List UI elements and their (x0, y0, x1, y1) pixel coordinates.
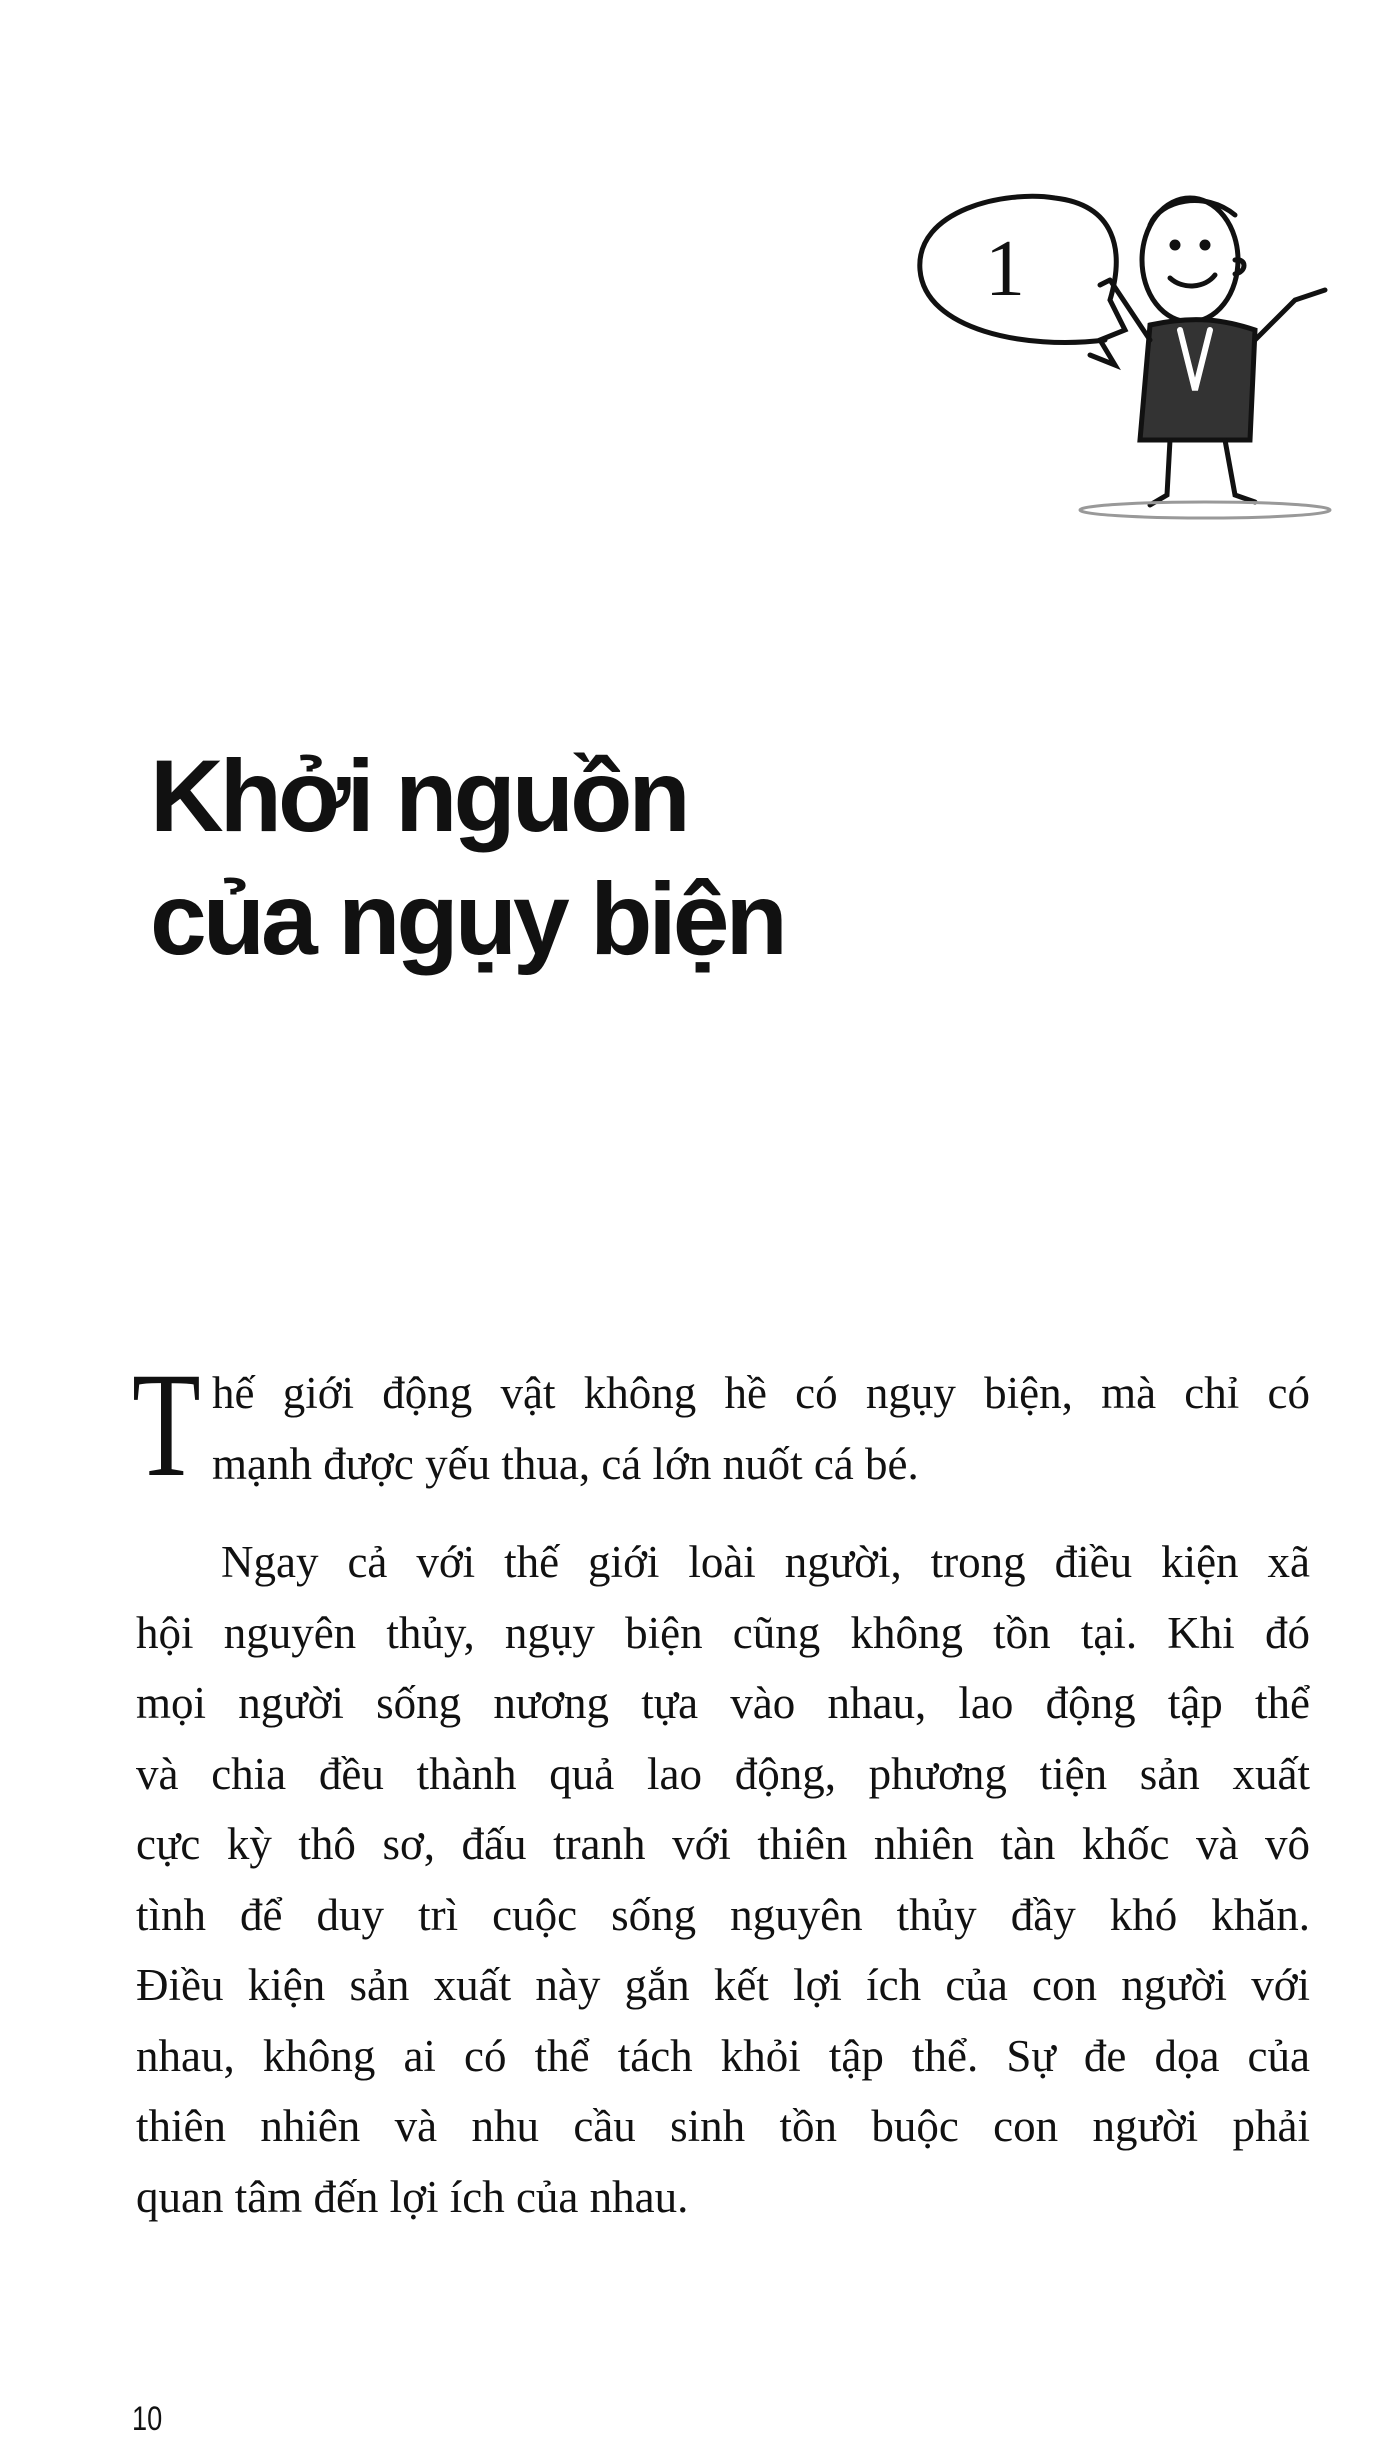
text-line: hội nguyên thủy, ngụy biện cũng không tồn tại. Khi đó (136, 1607, 1310, 1658)
cartoon-character-illustration (905, 190, 1335, 630)
drop-cap: T (132, 1342, 201, 1508)
page-number: 10 (132, 2400, 163, 2438)
text-line: và chia đều thành quả lao động, phương tiện sản xuất (136, 1748, 1310, 1799)
text-line: mạnh được yếu thua, cá lớn nuốt cá bé. (212, 1438, 919, 1489)
text-line: cực kỳ thô sơ, đấu tranh với thiên nhiên tàn khốc và vô (136, 1819, 1310, 1869)
text-line: quan tâm đến lợi ích của nhau. (136, 2171, 689, 2222)
chapter-title-line-1: Khởi nguồn (150, 739, 687, 853)
text-line: Ngay cả với thế giới loài người, trong điều kiện xã (221, 1537, 1310, 1587)
text-line: thiên nhiên và nhu cầu sinh tồn buộc con người phải (136, 2101, 1310, 2151)
paragraph-1 (136, 1358, 1310, 1499)
text-line: hế giới động vật không hề có ngụy biện, mà chỉ có (212, 1368, 1310, 1418)
text-line: Điều kiện sản xuất này gắn kết lợi ích của con người với (136, 1960, 1310, 2010)
chapter-title-line-2: của ngụy biện (150, 862, 784, 976)
text-line: tình để duy trì cuộc sống nguyên thủy đầy khó khăn. (136, 1889, 1310, 1940)
bubble-number: 1 (985, 225, 1025, 313)
text-line: mọi người sống nương tựa vào nhau, lao động tập thể (136, 1678, 1310, 1728)
paragraph-2 (136, 1527, 1310, 2232)
text-line: nhau, không ai có thể tách khỏi tập thể. Sự đe dọa của (136, 2030, 1310, 2081)
